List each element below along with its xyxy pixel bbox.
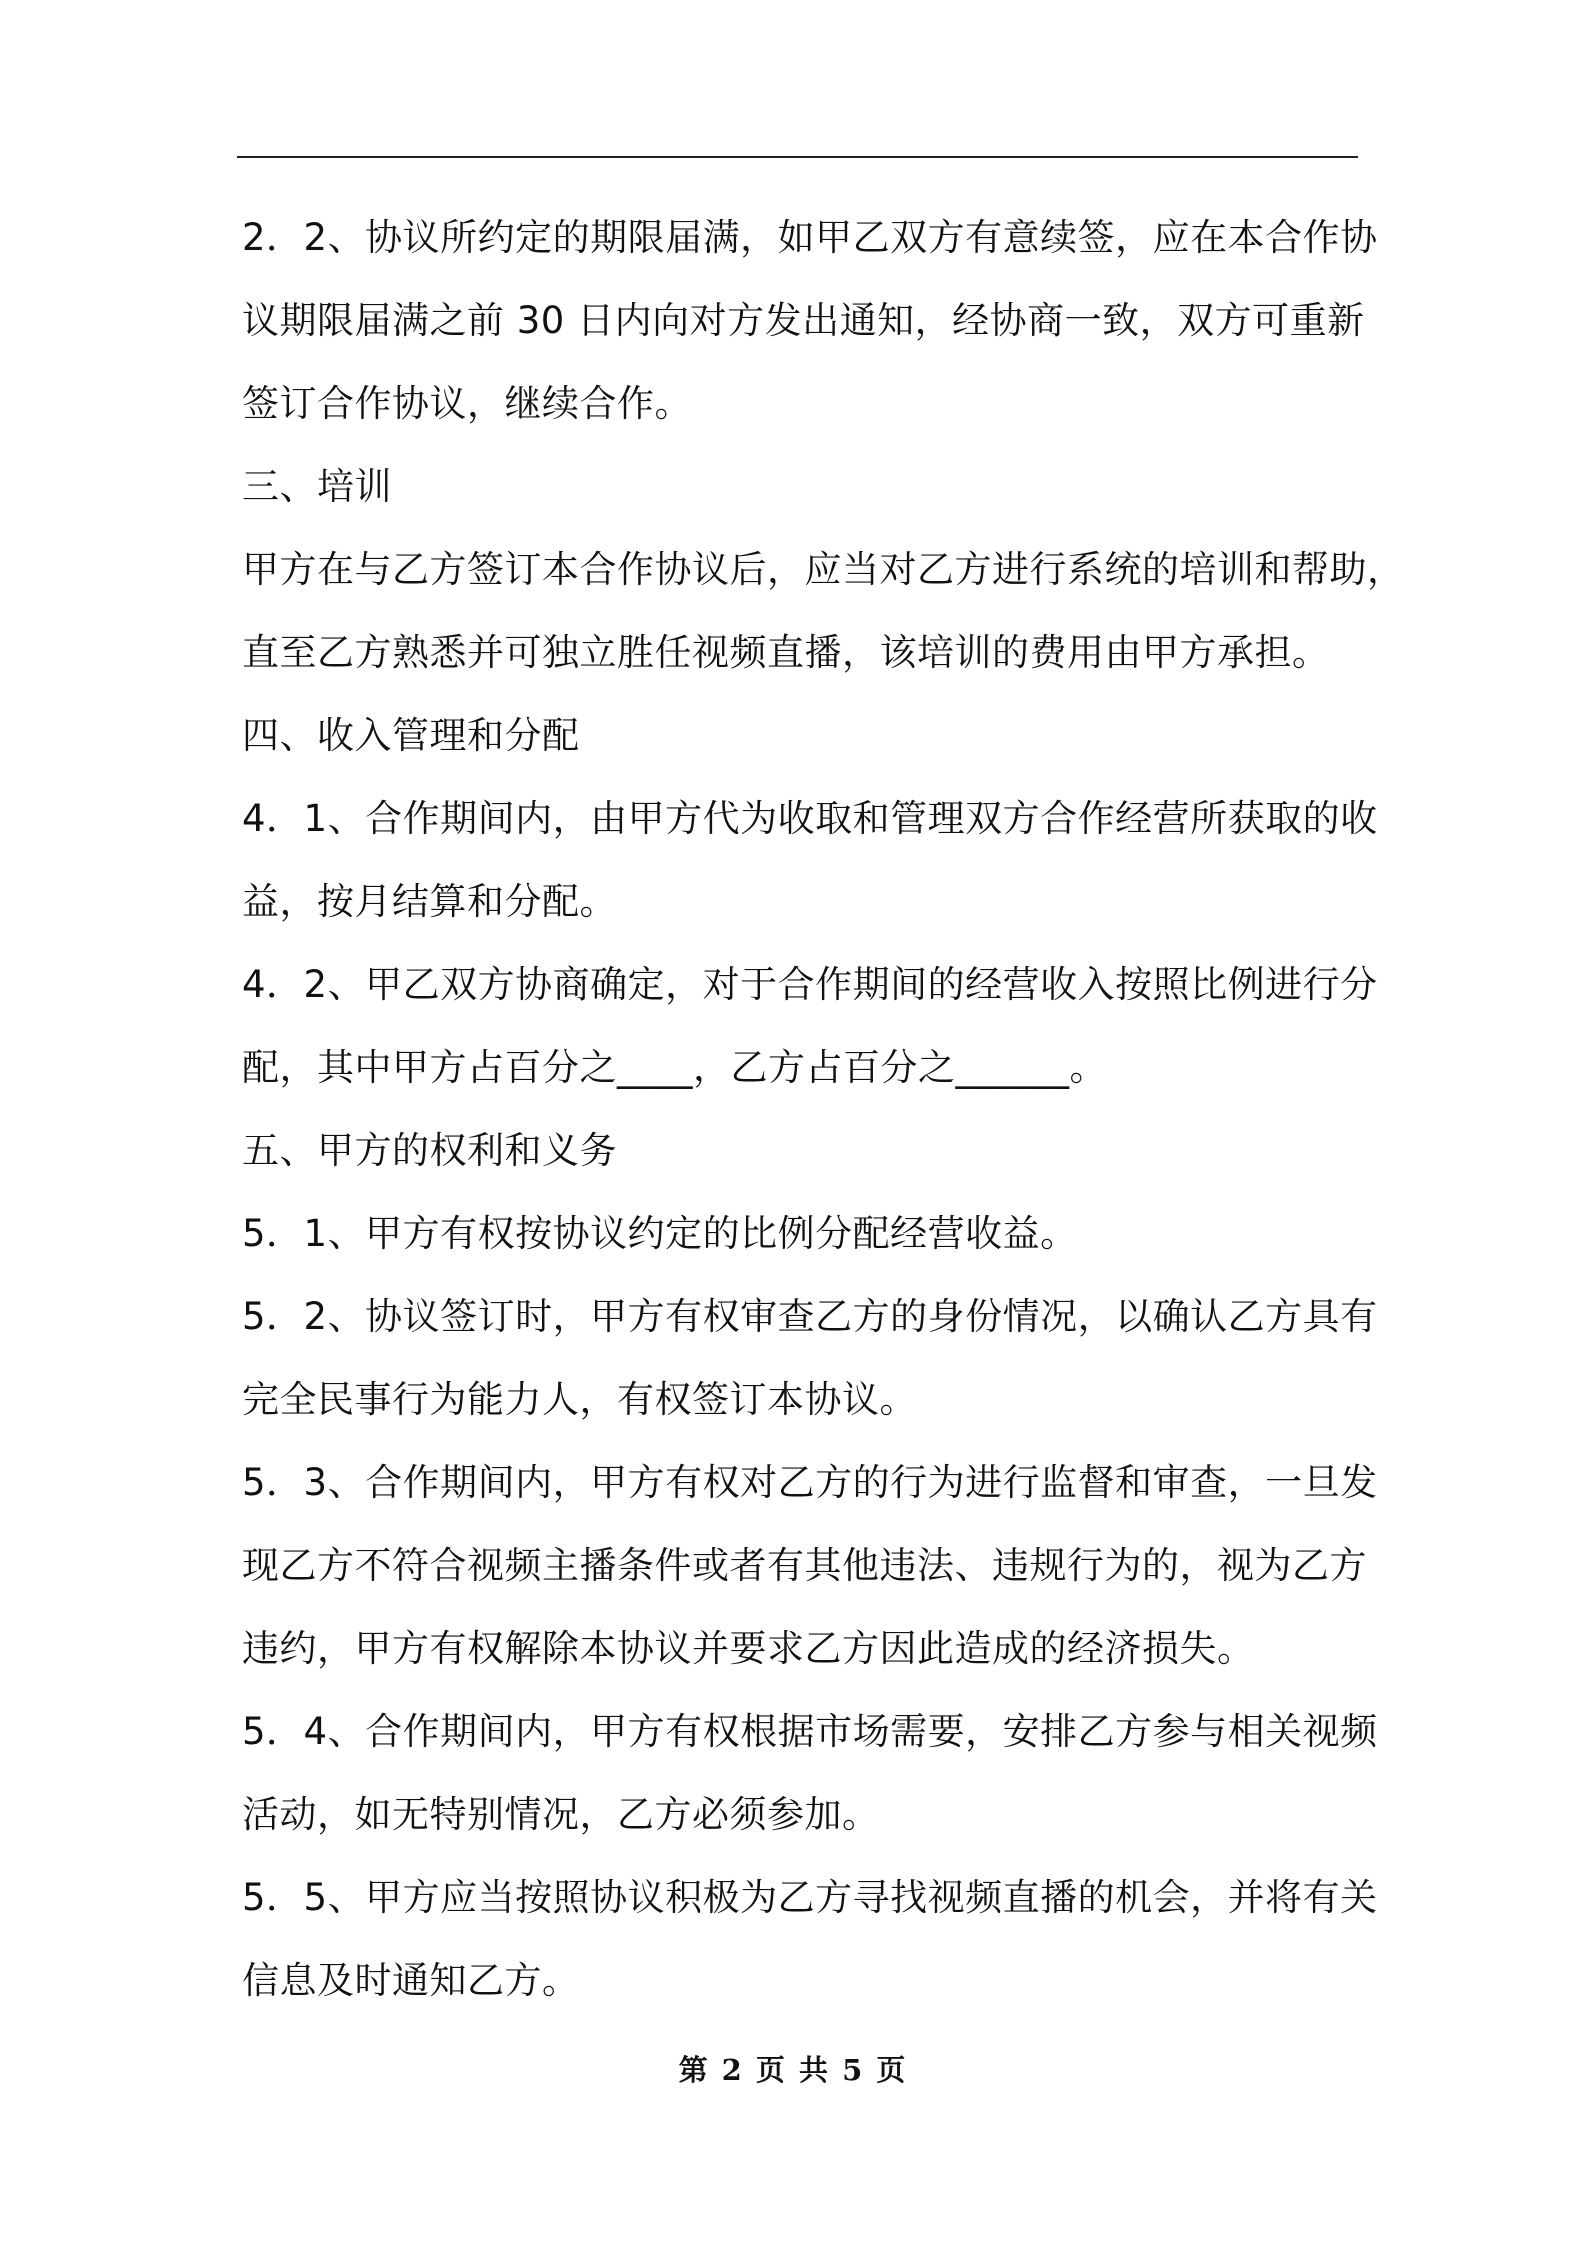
section-heading: 四、收入管理和分配 xyxy=(242,714,580,757)
text-line: 违约，甲方有权解除本协议并要求乙方因此造成的经济损失。 xyxy=(242,1627,1255,1670)
text-line: 5．4、合作期间内，甲方有权根据市场需要，安排乙方参与相关视频 xyxy=(242,1710,1378,1753)
text-line: 签订合作协议，继续合作。 xyxy=(242,382,692,425)
text-line: 5．5、甲方应当按照协议积极为乙方寻找视频直播的机会，并将有关 xyxy=(242,1876,1378,1919)
text-line: 甲方在与乙方签订本合作协议后，应当对乙方进行系统的培训和帮助， xyxy=(242,548,1405,591)
text-line: 5．3、合作期间内，甲方有权对乙方的行为进行监督和审查，一旦发 xyxy=(242,1461,1378,1504)
text-line: 信息及时通知乙方。 xyxy=(242,1959,580,2002)
document-body xyxy=(242,196,1405,2022)
text-line: 益，按月结算和分配。 xyxy=(242,880,617,923)
section-heading: 三、培训 xyxy=(242,465,392,508)
text-line: 2．2、协议所约定的期限届满，如甲乙双方有意续签，应在本合作协 xyxy=(242,216,1378,259)
text-line: 完全民事行为能力人，有权签订本协议。 xyxy=(242,1378,917,1421)
text-line: 4．2、甲乙双方协商确定，对于合作期间的经营收入按照比例进行分 xyxy=(242,963,1378,1006)
text-line: 4．1、合作期间内，由甲方代为收取和管理双方合作经营所获取的收 xyxy=(242,797,1378,840)
header-rule xyxy=(237,156,1358,158)
text-line: 配，其中甲方占百分之____，乙方占百分之______。 xyxy=(242,1046,1107,1089)
text-line: 直至乙方熟悉并可独立胜任视频直播，该培训的费用由甲方承担。 xyxy=(242,631,1330,674)
text-line: 5．1、甲方有权按协议约定的比例分配经营收益。 xyxy=(242,1212,1078,1255)
section-heading: 五、甲方的权利和义务 xyxy=(242,1129,617,1172)
text-line: 活动，如无特别情况，乙方必须参加。 xyxy=(242,1793,880,1836)
text-line: 5．2、协议签订时，甲方有权审查乙方的身份情况，以确认乙方具有 xyxy=(242,1295,1378,1338)
page-number-footer: 第 2 页 共 5 页 xyxy=(678,2053,908,2087)
text-line: 现乙方不符合视频主播条件或者有其他违法、违规行为的，视为乙方 xyxy=(242,1544,1367,1587)
text-line: 议期限届满之前 30 日内向对方发出通知，经协商一致，双方可重新 xyxy=(242,299,1365,342)
